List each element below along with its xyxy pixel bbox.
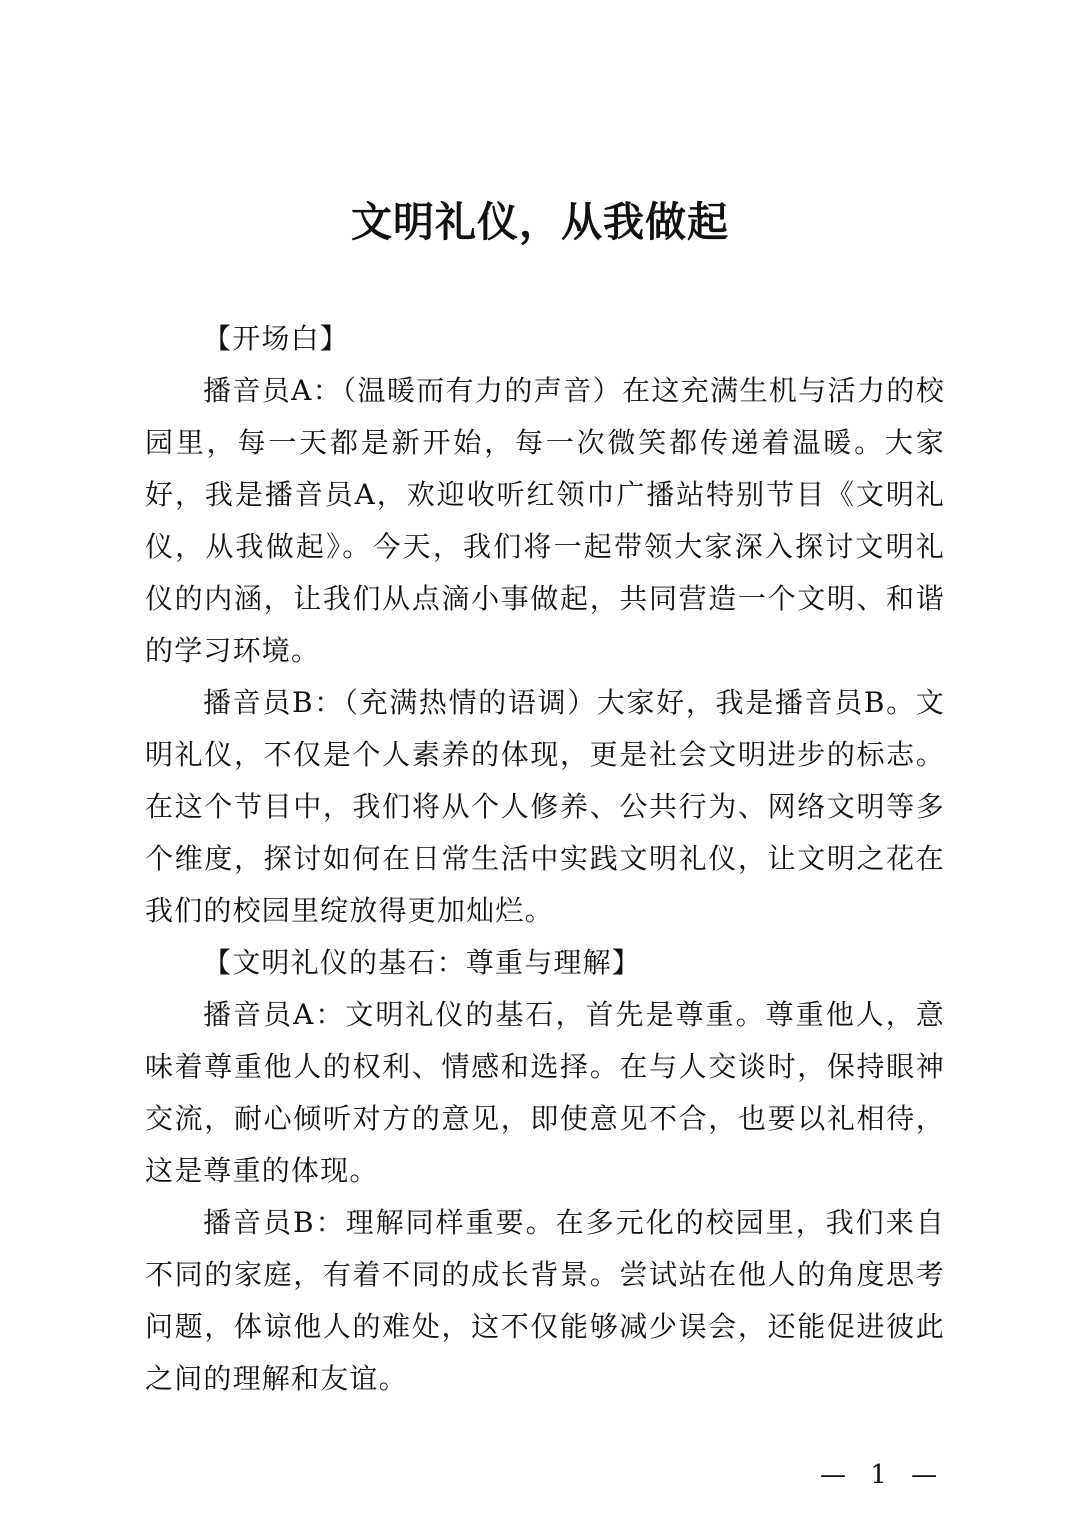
paragraph-announcer-a-opening: 播音员A：（温暖而有力的声音）在这充满生机与活力的校园里，每一天都是新开始，每一次微笑都传递着温暖。大家好，我是播音员A，欢迎收听红领巾广播站特别节目《文明礼仪，从我做起》。今天，我们将一起带领大家深入探讨文明礼仪的内涵，让我们从点滴小事做起，共同营造一个文明、和谐的学习环境。 xyxy=(145,374,945,667)
paragraph-announcer-b-opening: 播音员B：（充满热情的语调）大家好，我是播音员B。文明礼仪，不仅是个人素养的体现，更是社会文明进步的标志。在这个节目中，我们将从个人修养、公共行为、网络文明等多个维度，探讨如何在日常生活中实践文明礼仪，让文明之花在我们的校园里绽放得更加灿烂。 xyxy=(145,686,945,927)
section-heading-opening: 【开场白】 xyxy=(203,322,350,355)
page-title: 文明礼仪，从我做起 xyxy=(351,198,729,246)
paragraph-announcer-b-understanding: 播音员B：理解同样重要。在多元化的校园里，我们来自不同的家庭，有着不同的成长背景。尝试站在他人的角度思考问题，体谅他人的难处，这不仅能够减少误会，还能促进彼此之间的理解和友谊。 xyxy=(145,1206,945,1395)
page-number: — 1 — xyxy=(820,1460,946,1490)
document-body xyxy=(145,313,945,1405)
section-heading-respect: 【文明礼仪的基石：尊重与理解】 xyxy=(203,946,642,979)
paragraph-announcer-a-respect: 播音员A：文明礼仪的基石，首先是尊重。尊重他人，意味着尊重他人的权利、情感和选择。在与人交谈时，保持眼神交流，耐心倾听对方的意见，即使意见不合，也要以礼相待，这是尊重的体现。 xyxy=(145,998,945,1187)
